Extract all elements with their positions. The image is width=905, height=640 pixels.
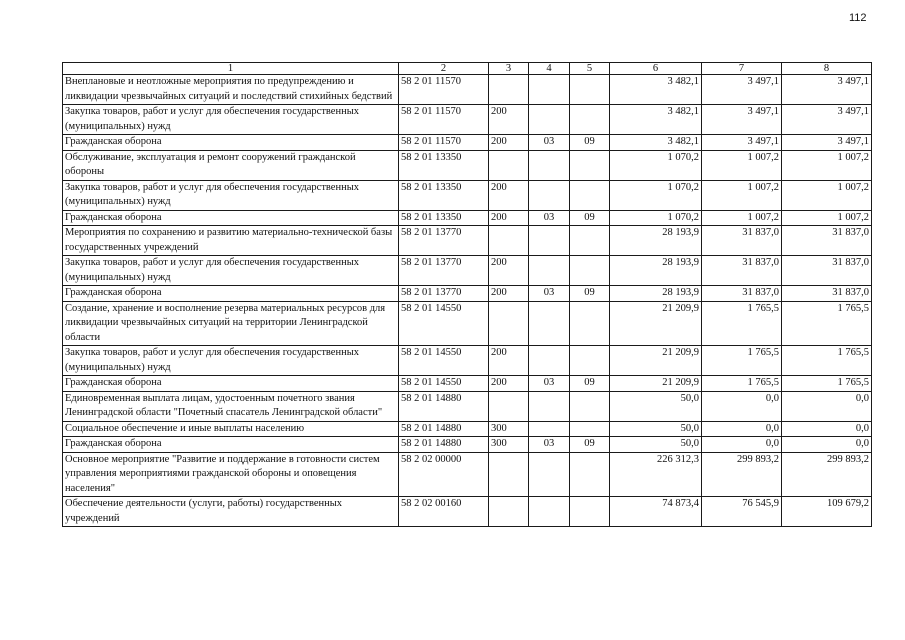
cell-amount-7: 76 545,9 — [702, 497, 782, 527]
cell-name: Гражданская оборона — [63, 376, 399, 392]
cell-expense-type: 200 — [489, 376, 529, 392]
table-row — [63, 437, 872, 453]
table-row — [63, 75, 872, 105]
cell-name: Социальное обеспечение и иные выплаты населению — [63, 421, 399, 437]
cell-amount-6: 3 482,1 — [610, 105, 702, 135]
cell-subsection — [570, 497, 610, 527]
cell-amount-7: 0,0 — [702, 421, 782, 437]
cell-target-code: 58 2 02 00160 — [399, 497, 489, 527]
cell-amount-6: 21 209,9 — [610, 346, 702, 376]
cell-expense-type — [489, 391, 529, 421]
cell-amount-8: 109 679,2 — [782, 497, 872, 527]
cell-target-code: 58 2 01 14550 — [399, 346, 489, 376]
cell-section — [529, 226, 570, 256]
cell-expense-type: 200 — [489, 256, 529, 286]
cell-expense-type: 200 — [489, 135, 529, 151]
table-row — [63, 105, 872, 135]
table-row — [63, 497, 872, 527]
cell-expense-type — [489, 452, 529, 497]
cell-section — [529, 391, 570, 421]
cell-amount-6: 3 482,1 — [610, 135, 702, 151]
header-cell: 7 — [702, 63, 782, 75]
cell-amount-8: 1 007,2 — [782, 150, 872, 180]
cell-subsection: 09 — [570, 135, 610, 151]
header-cell: 4 — [529, 63, 570, 75]
budget-table — [62, 62, 872, 527]
cell-name: Создание, хранение и восполнение резерва материальных ресурсов для ликвидации чрезвычайных ситуаций на территории Ленинградской области — [63, 301, 399, 346]
cell-amount-6: 28 193,9 — [610, 256, 702, 286]
table-row — [63, 346, 872, 376]
cell-amount-8: 3 497,1 — [782, 105, 872, 135]
cell-section: 03 — [529, 210, 570, 226]
table-row — [63, 452, 872, 497]
cell-section: 03 — [529, 135, 570, 151]
cell-amount-8: 1 007,2 — [782, 210, 872, 226]
cell-amount-7: 1 007,2 — [702, 180, 782, 210]
cell-expense-type — [489, 226, 529, 256]
cell-amount-8: 31 837,0 — [782, 256, 872, 286]
cell-amount-7: 3 497,1 — [702, 75, 782, 105]
cell-amount-6: 28 193,9 — [610, 226, 702, 256]
cell-expense-type — [489, 150, 529, 180]
cell-target-code: 58 2 01 14880 — [399, 437, 489, 453]
cell-target-code: 58 2 01 13350 — [399, 180, 489, 210]
cell-subsection — [570, 256, 610, 286]
cell-name: Обслуживание, эксплуатация и ремонт сооружений гражданской обороны — [63, 150, 399, 180]
cell-amount-8: 3 497,1 — [782, 135, 872, 151]
cell-name: Закупка товаров, работ и услуг для обеспечения государственных (муниципальных) нужд — [63, 180, 399, 210]
page-number: 112 — [849, 12, 867, 24]
cell-amount-8: 1 765,5 — [782, 346, 872, 376]
cell-subsection — [570, 105, 610, 135]
cell-name: Гражданская оборона — [63, 286, 399, 302]
table-body — [63, 75, 872, 527]
cell-amount-6: 28 193,9 — [610, 286, 702, 302]
cell-subsection — [570, 150, 610, 180]
cell-expense-type: 200 — [489, 210, 529, 226]
cell-amount-7: 299 893,2 — [702, 452, 782, 497]
table-row — [63, 286, 872, 302]
cell-subsection — [570, 301, 610, 346]
cell-expense-type: 200 — [489, 346, 529, 376]
cell-amount-8: 3 497,1 — [782, 75, 872, 105]
cell-subsection — [570, 75, 610, 105]
cell-amount-7: 1 765,5 — [702, 301, 782, 346]
cell-name: Гражданская оборона — [63, 135, 399, 151]
cell-amount-6: 1 070,2 — [610, 180, 702, 210]
cell-amount-8: 31 837,0 — [782, 226, 872, 256]
header-cell: 6 — [610, 63, 702, 75]
cell-amount-7: 3 497,1 — [702, 105, 782, 135]
cell-amount-8: 1 007,2 — [782, 180, 872, 210]
cell-section — [529, 256, 570, 286]
cell-amount-7: 1 007,2 — [702, 210, 782, 226]
cell-name: Гражданская оборона — [63, 437, 399, 453]
cell-expense-type: 300 — [489, 421, 529, 437]
cell-amount-8: 0,0 — [782, 437, 872, 453]
cell-section — [529, 421, 570, 437]
cell-subsection — [570, 346, 610, 376]
cell-target-code: 58 2 01 14880 — [399, 391, 489, 421]
cell-expense-type — [489, 75, 529, 105]
header-cell: 1 — [63, 63, 399, 75]
cell-target-code: 58 2 01 11570 — [399, 135, 489, 151]
cell-amount-6: 21 209,9 — [610, 301, 702, 346]
cell-amount-6: 1 070,2 — [610, 210, 702, 226]
cell-amount-7: 31 837,0 — [702, 286, 782, 302]
cell-section — [529, 150, 570, 180]
cell-name: Основное мероприятие "Развитие и поддержание в готовности систем управления мероприятиями гражданской обороны и оповещения населения" — [63, 452, 399, 497]
cell-amount-7: 0,0 — [702, 437, 782, 453]
header-row — [63, 63, 872, 75]
table-row — [63, 226, 872, 256]
cell-name: Закупка товаров, работ и услуг для обеспечения государственных (муниципальных) нужд — [63, 346, 399, 376]
cell-name: Закупка товаров, работ и услуг для обеспечения государственных (муниципальных) нужд — [63, 105, 399, 135]
cell-section — [529, 497, 570, 527]
cell-amount-6: 3 482,1 — [610, 75, 702, 105]
table-row — [63, 135, 872, 151]
cell-section: 03 — [529, 286, 570, 302]
table-row — [63, 180, 872, 210]
cell-expense-type: 200 — [489, 286, 529, 302]
cell-target-code: 58 2 01 13350 — [399, 150, 489, 180]
cell-amount-8: 1 765,5 — [782, 376, 872, 392]
cell-amount-6: 1 070,2 — [610, 150, 702, 180]
cell-amount-7: 1 765,5 — [702, 376, 782, 392]
header-cell: 5 — [570, 63, 610, 75]
cell-section — [529, 105, 570, 135]
cell-target-code: 58 2 01 11570 — [399, 75, 489, 105]
table-row — [63, 256, 872, 286]
cell-subsection — [570, 180, 610, 210]
cell-target-code: 58 2 02 00000 — [399, 452, 489, 497]
cell-name: Мероприятия по сохранению и развитию материально-технической базы государственных учреждений — [63, 226, 399, 256]
cell-subsection: 09 — [570, 286, 610, 302]
header-cell: 8 — [782, 63, 872, 75]
cell-amount-7: 1 765,5 — [702, 346, 782, 376]
cell-amount-6: 50,0 — [610, 391, 702, 421]
cell-target-code: 58 2 01 13770 — [399, 286, 489, 302]
table-row — [63, 391, 872, 421]
cell-target-code: 58 2 01 13770 — [399, 256, 489, 286]
cell-subsection: 09 — [570, 437, 610, 453]
header-cell: 3 — [489, 63, 529, 75]
cell-expense-type: 200 — [489, 180, 529, 210]
cell-expense-type: 200 — [489, 105, 529, 135]
cell-target-code: 58 2 01 14550 — [399, 301, 489, 346]
cell-target-code: 58 2 01 14550 — [399, 376, 489, 392]
cell-subsection — [570, 421, 610, 437]
cell-name: Гражданская оборона — [63, 210, 399, 226]
cell-section — [529, 301, 570, 346]
cell-name: Единовременная выплата лицам, удостоенным почетного звания Ленинградской области "Почетный спасатель Ленинградской области" — [63, 391, 399, 421]
cell-amount-8: 0,0 — [782, 391, 872, 421]
cell-target-code: 58 2 01 11570 — [399, 105, 489, 135]
cell-section — [529, 75, 570, 105]
cell-expense-type — [489, 301, 529, 346]
cell-subsection — [570, 391, 610, 421]
cell-amount-7: 31 837,0 — [702, 256, 782, 286]
cell-subsection: 09 — [570, 210, 610, 226]
cell-section — [529, 452, 570, 497]
cell-amount-6: 74 873,4 — [610, 497, 702, 527]
header-cell: 2 — [399, 63, 489, 75]
cell-amount-7: 31 837,0 — [702, 226, 782, 256]
cell-amount-8: 0,0 — [782, 421, 872, 437]
cell-name: Закупка товаров, работ и услуг для обеспечения государственных (муниципальных) нужд — [63, 256, 399, 286]
cell-amount-6: 226 312,3 — [610, 452, 702, 497]
cell-amount-6: 50,0 — [610, 421, 702, 437]
cell-name: Обеспечение деятельности (услуги, работы) государственных учреждений — [63, 497, 399, 527]
cell-amount-8: 299 893,2 — [782, 452, 872, 497]
cell-amount-8: 1 765,5 — [782, 301, 872, 346]
cell-name: Внеплановые и неотложные мероприятия по предупреждению и ликвидации чрезвычайных ситуаций и последствий стихийных бедствий — [63, 75, 399, 105]
cell-subsection — [570, 452, 610, 497]
table-row — [63, 301, 872, 346]
table-row — [63, 210, 872, 226]
table-row — [63, 421, 872, 437]
table-row — [63, 150, 872, 180]
cell-amount-6: 50,0 — [610, 437, 702, 453]
cell-section — [529, 180, 570, 210]
cell-subsection: 09 — [570, 376, 610, 392]
cell-target-code: 58 2 01 13770 — [399, 226, 489, 256]
cell-expense-type — [489, 497, 529, 527]
cell-amount-7: 3 497,1 — [702, 135, 782, 151]
cell-subsection — [570, 226, 610, 256]
cell-target-code: 58 2 01 14880 — [399, 421, 489, 437]
cell-target-code: 58 2 01 13350 — [399, 210, 489, 226]
table-row — [63, 376, 872, 392]
cell-amount-6: 21 209,9 — [610, 376, 702, 392]
cell-section: 03 — [529, 437, 570, 453]
cell-amount-7: 1 007,2 — [702, 150, 782, 180]
cell-section — [529, 346, 570, 376]
cell-expense-type: 300 — [489, 437, 529, 453]
cell-amount-8: 31 837,0 — [782, 286, 872, 302]
cell-section: 03 — [529, 376, 570, 392]
cell-amount-7: 0,0 — [702, 391, 782, 421]
